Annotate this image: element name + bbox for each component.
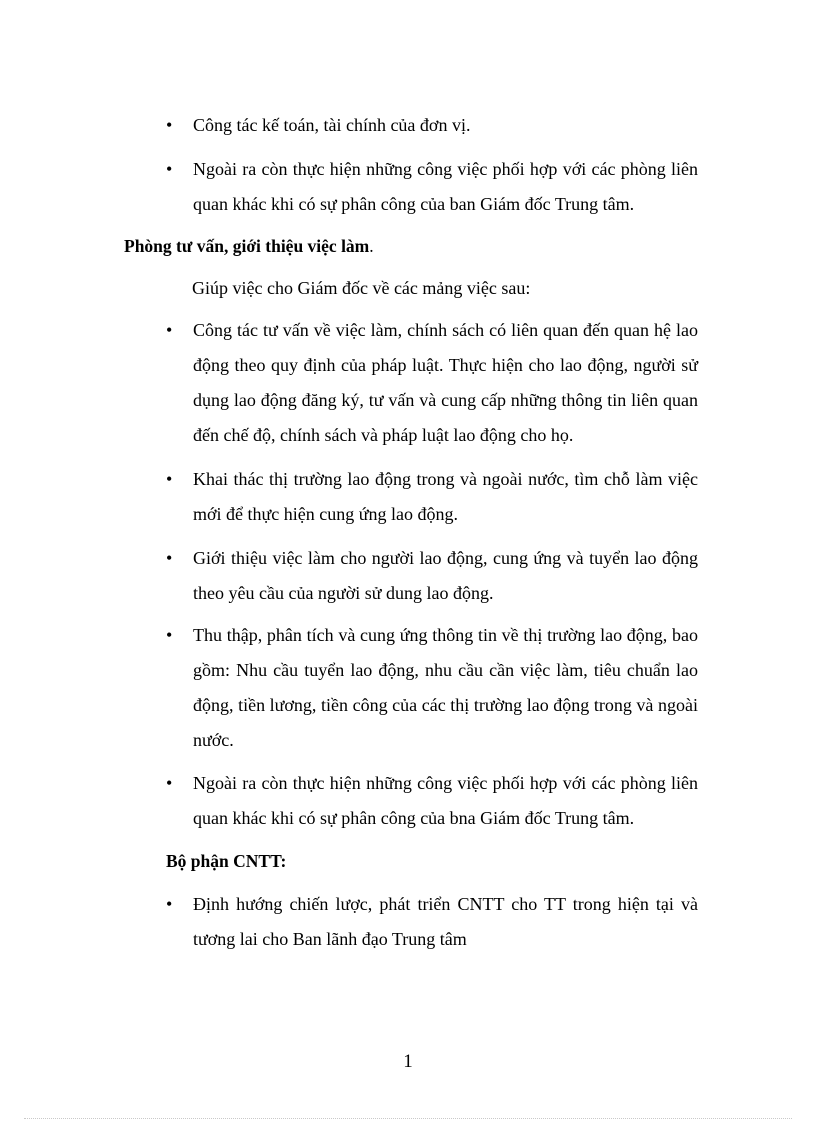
- footer-divider: [24, 1118, 792, 1119]
- list-item-text: Công tác tư vấn về việc làm, chính sách có liên quan đến quan hệ lao động theo quy định của pháp luật. Thực hiện cho lao động, người sử dụng lao động đăng ký, tư vấn và cung cấp những thông tin liên quan đến chế độ, chính sách và pháp luật lao động cho họ.: [193, 320, 698, 445]
- list-item-text: Khai thác thị trường lao động trong và ngoài nước, tìm chỗ làm việc mới để thực hiện cung ứng lao động.: [193, 469, 698, 524]
- list-item-text: Công tác kế toán, tài chính của đơn vị.: [193, 115, 471, 135]
- list-item: [166, 108, 698, 143]
- list-item-text: Ngoài ra còn thực hiện những công việc phối hợp với các phòng liên quan khác khi có sự phân công của ban Giám đốc Trung tâm.: [193, 159, 698, 214]
- list-item-text: Ngoài ra còn thực hiện những công việc phối hợp với các phòng liên quan khác khi có sự phân công của bna Giám đốc Trung tâm.: [193, 773, 698, 828]
- section-heading: [124, 231, 374, 261]
- section-heading-text: Bộ phận CNTT:: [166, 851, 287, 871]
- list-item-text: Giới thiệu việc làm cho người lao động, cung ứng và tuyển lao động theo yêu cầu của người sử dung lao động.: [193, 548, 698, 603]
- list-item: [166, 313, 698, 453]
- bullet-icon: •: [166, 320, 173, 340]
- bullet-icon: •: [166, 469, 173, 489]
- section-heading: [166, 846, 286, 876]
- bullet-icon: •: [166, 159, 173, 179]
- bullet-icon: •: [166, 894, 173, 914]
- list-item: [166, 887, 698, 957]
- bullet-icon: •: [166, 115, 173, 135]
- intro-paragraph: Giúp việc cho Giám đốc về các mảng việc sau:: [192, 278, 531, 298]
- list-item: [166, 541, 698, 611]
- list-item-text: Định hướng chiến lược, phát triển CNTT cho TT trong hiện tại và tương lai cho Ban lãnh đạo Trung tâm: [193, 894, 698, 949]
- list-item-text: Thu thập, phân tích và cung ứng thông tin về thị trường lao động, bao gồm: Nhu cầu tuyển lao động, nhu cầu cần việc làm, tiêu chuẩn lao động, tiền lương, tiền công của các thị trường lao động trong và ngoài nước.: [193, 625, 698, 750]
- list-item: [166, 766, 698, 836]
- bullet-icon: •: [166, 548, 173, 568]
- section-heading-text: Phòng tư vấn, giới thiệu việc làm: [124, 236, 370, 256]
- section-heading-period: .: [369, 236, 374, 256]
- list-item: [166, 618, 698, 758]
- list-item: [166, 462, 698, 532]
- bullet-icon: •: [166, 773, 173, 793]
- page-number: 1: [403, 1051, 413, 1072]
- bullet-icon: •: [166, 625, 173, 645]
- list-item: [166, 152, 698, 222]
